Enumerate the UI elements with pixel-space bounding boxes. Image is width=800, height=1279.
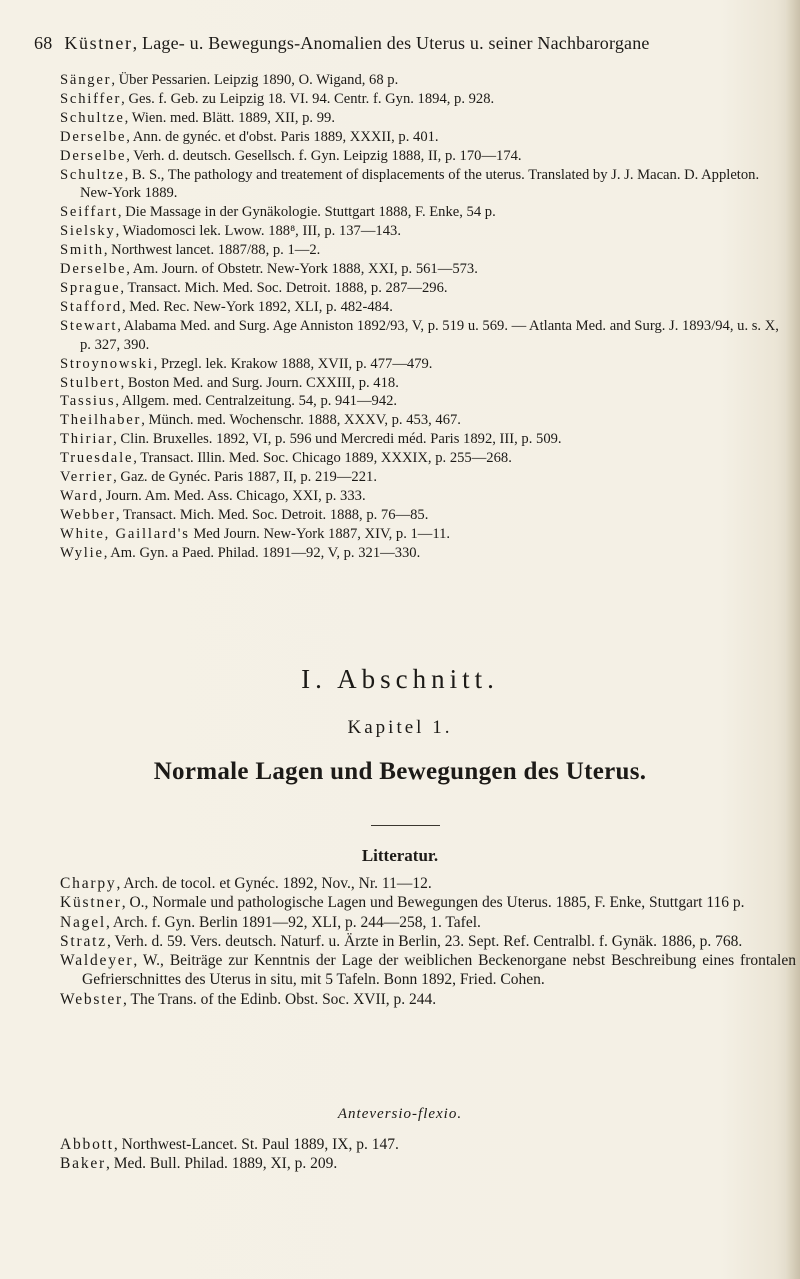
entry-citation: , Med. Rec. New-York 1892, XLI, p. 482-484. — [121, 298, 393, 315]
entry-author: Stratz — [60, 932, 107, 950]
chapter-title: Normale Lagen und Bewegungen des Uterus. — [153, 758, 647, 785]
entry-author: Stafford — [60, 298, 122, 315]
bibliography-entry — [60, 109, 785, 128]
section-heading: I. Abschnitt. — [301, 664, 499, 694]
entry-citation: , Die Massage in der Gynäkologie. Stuttgart 1888, F. Enke, 54 p. — [117, 204, 496, 221]
bibliography-entry — [60, 128, 785, 147]
entry-author: Tassius — [60, 393, 116, 410]
entry-citation: , Verh. d. 59. Vers. deutsch. Naturf. u. Ärzte in Berlin, 23. Sept. Ref. Centralbl. f. Gynäk. 1886, p. 768. — [106, 932, 743, 950]
entry-citation: , Boston Med. and Surg. Journ. CXXIII, p. 418. — [120, 374, 399, 391]
bibliography-entry — [60, 374, 785, 393]
entry-author: Smith — [60, 242, 104, 259]
bibliography-entry — [60, 449, 785, 468]
entry-author: Derselbe — [60, 147, 127, 164]
entry-author: Stulbert — [60, 374, 121, 391]
entry-author: Charpy — [60, 875, 117, 892]
entry-citation: , Transact. Illin. Med. Soc. Chicago 1889, XXXIX, p. 255—268. — [133, 450, 512, 467]
entry-author: Ward — [60, 487, 99, 504]
bibliography-entry — [60, 913, 796, 932]
entry-author: White, Gaillard's — [60, 525, 190, 542]
entry-citation: , Alabama Med. and Surg. Age Anniston 1892/93, V, p. 519 u. 569. — Atlanta Med. and Surg. J. 1893/94, u. s. X, p. 327, 390. — [80, 317, 779, 353]
header-author: Küstner — [64, 33, 133, 53]
entry-citation: , Am. Journ. of Obstetr. New-York 1888, XXI, p. 561—573. — [126, 261, 478, 278]
entry-author: Sprague — [60, 279, 121, 296]
subsection-heading: Anteversio-flexio. — [337, 1106, 463, 1122]
literature-list — [60, 874, 796, 1009]
bibliography-entry — [60, 932, 796, 951]
bibliography-entry — [60, 893, 796, 912]
bibliography-entry — [60, 1135, 785, 1154]
running-header — [34, 33, 754, 54]
bibliography-entry — [60, 874, 796, 893]
divider-rule — [371, 825, 440, 826]
entry-author: Webber — [60, 506, 116, 523]
bibliography-entry — [60, 166, 785, 204]
entry-author: Abbott — [60, 1136, 114, 1153]
entry-citation: , Transact. Mich. Med. Soc. Detroit. 1888, p. 287—296. — [120, 279, 448, 296]
entry-author: Schultze — [60, 109, 125, 126]
entry-author: Schultze — [60, 166, 125, 183]
entry-author: Stewart — [60, 317, 118, 334]
bibliography-entry — [60, 392, 785, 411]
entry-citation: , W., Beiträge zur Kenntnis der Lage der weiblichen Beckenorgane nebst Beschreibung eines frontalen Gefrierschnittes des Uterus in situ, mit 5 Tafeln. Bonn 1892, Fried. Cohen. — [82, 952, 796, 989]
literature-heading: Litteratur. — [361, 846, 439, 865]
entry-author: Baker — [60, 1155, 107, 1173]
bibliography-entry — [60, 355, 785, 374]
bibliography-entry — [60, 951, 796, 990]
bibliography-entry — [60, 90, 785, 109]
chapter-heading: Kapitel 1. — [347, 717, 453, 738]
entry-author: Thiriar — [60, 431, 114, 448]
bibliography-list — [60, 71, 785, 563]
bibliography-entry — [60, 487, 785, 506]
entry-citation: , Transact. Mich. Med. Soc. Detroit. 1888, p. 76—85. — [115, 506, 429, 523]
bibliography-entry — [60, 147, 785, 166]
entry-citation: , Gaz. de Gynéc. Paris 1887, II, p. 219—221. — [113, 469, 377, 486]
bibliography-entry — [60, 990, 796, 1009]
entry-citation: , Northwest lancet. 1887/88, p. 1—2. — [103, 242, 321, 259]
entry-author: Stroynowski — [60, 355, 154, 372]
entry-citation: , Clin. Bruxelles. 1892, VI, p. 596 und Mercredi méd. Paris 1892, III, p. 509. — [113, 431, 562, 448]
entry-author: Theilhaber — [60, 412, 142, 429]
entry-citation: Med Journ. New-York 1887, XIV, p. 1—11. — [189, 525, 451, 542]
bibliography-entry — [60, 222, 785, 241]
bibliography-entry — [60, 544, 785, 563]
bibliography-entry — [60, 430, 785, 449]
entry-citation: , B. S., The pathology and treatement of displacements of the uterus. Translated by J. J. Macan. D. Appleton. New-York 1889. — [80, 166, 760, 202]
entry-citation: , Przegl. lek. Krakow 1888, XVII, p. 477—479. — [153, 355, 433, 372]
entry-citation: , Ges. f. Geb. zu Leipzig 18. VI. 94. Centr. f. Gyn. 1894, p. 928. — [121, 90, 495, 107]
entry-author: Nagel — [60, 913, 107, 931]
entry-author: Derselbe — [60, 128, 127, 145]
bibliography-entry — [60, 203, 785, 222]
entry-citation: , Arch. de tocol. et Gynéc. 1892, Nov., Nr. 11—12. — [116, 875, 432, 892]
entry-citation: , Med. Bull. Philad. 1889, XI, p. 209. — [106, 1155, 338, 1173]
entry-author: Seiffart — [60, 204, 118, 221]
entry-author: Sielsky — [60, 223, 116, 240]
header-title: , Lage- u. Bewegungs-Anomalien des Uterus u. seiner Nachbarorgane — [132, 33, 650, 53]
entry-citation: , Arch. f. Gyn. Berlin 1891—92, XLI, p. 244—258, 1. Tafel. — [106, 913, 481, 931]
bibliography-entry — [60, 506, 785, 525]
bibliography-entry — [60, 317, 785, 355]
bibliography-entry — [60, 468, 785, 487]
entry-citation: , Wien. med. Blätt. 1889, XII, p. 99. — [124, 109, 335, 126]
bibliography-entry — [60, 1154, 785, 1173]
entry-author: Wylie — [60, 544, 104, 561]
entry-author: Küstner — [60, 894, 122, 912]
entry-citation: , Verh. d. deutsch. Gesellsch. f. Gyn. Leipzig 1888, II, p. 170—174. — [126, 147, 522, 164]
entry-citation: , Am. Gyn. a Paed. Philad. 1891—92, V, p. 321—330. — [103, 544, 421, 561]
entry-author: Waldeyer — [60, 952, 134, 970]
entry-author: Sänger — [60, 72, 112, 88]
bibliography-entry — [60, 260, 785, 279]
bibliography-entry — [60, 71, 785, 90]
entry-citation: , The Trans. of the Edinb. Obst. Soc. XVII, p. 244. — [123, 990, 437, 1008]
entry-author: Schiffer — [60, 90, 122, 107]
bibliography-entry — [60, 411, 785, 430]
entry-citation: , Ann. de gynéc. et d'obst. Paris 1889, XXXII, p. 401. — [126, 128, 439, 145]
entry-citation: , O., Normale und pathologische Lagen und Bewegungen des Uterus. 1885, F. Enke, Stuttgart 116 p. — [121, 894, 745, 912]
page-number: 68 — [34, 33, 53, 53]
bibliography-entry — [60, 298, 785, 317]
entry-citation: , Journ. Am. Med. Ass. Chicago, XXI, p. 333. — [98, 487, 366, 504]
entry-author: Derselbe — [60, 261, 127, 278]
entry-citation: , Wiadomosci lek. Lwow. 188⁸, III, p. 137—143. — [115, 223, 401, 240]
entry-author: Truesdale — [60, 450, 134, 467]
entry-author: Webster — [60, 990, 123, 1008]
page-edge — [786, 0, 800, 1279]
entry-citation: , Münch. med. Wochenschr. 1888, XXXV, p. 453, 467. — [141, 412, 461, 429]
entry-author: Verrier — [60, 469, 114, 486]
bibliography-entry — [60, 279, 785, 298]
bibliography-entry — [60, 525, 785, 544]
entry-citation: , Northwest-Lancet. St. Paul 1889, IX, p. 147. — [113, 1136, 399, 1153]
bibliography-entry — [60, 241, 785, 260]
entry-citation: , Allgem. med. Centralzeitung. 54, p. 941—942. — [115, 393, 398, 410]
entry-citation: , Über Pessarien. Leipzig 1890, O. Wigand, 68 p. — [111, 72, 399, 88]
anteversio-list — [60, 1135, 785, 1174]
